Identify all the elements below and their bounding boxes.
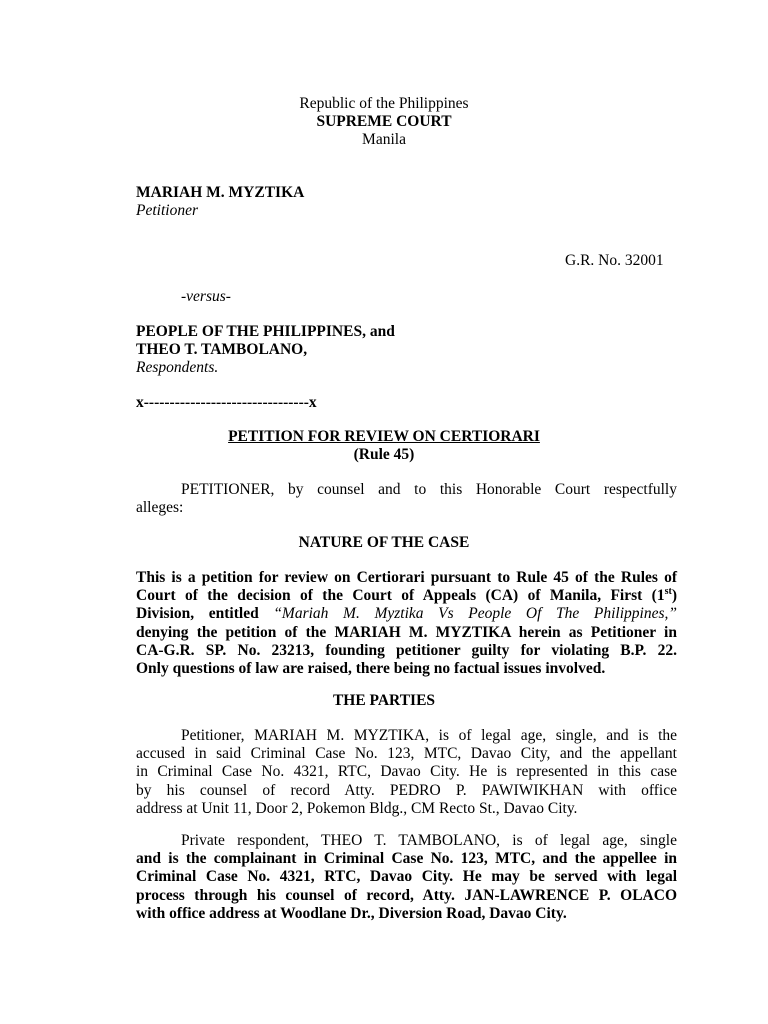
intro-paragraph (136, 481, 677, 517)
parties-line: by his counsel of record Atty. PEDRO P. PAWIWIKHAN with office (136, 781, 677, 799)
intro-line: alleges: (136, 499, 184, 517)
petition-rule: (Rule 45) (353, 446, 415, 463)
nature-line (136, 605, 677, 623)
parties-line: accused in said Criminal Case No. 123, MTC, Davao City, and the appellant (136, 745, 677, 763)
nature-line-text: Court of the decision of the Court of Appeals (CA) of Manila, First (1 (136, 587, 665, 605)
respondent-role: Respondents. (136, 359, 219, 376)
respondent-2: THEO T. TAMBOLANO, (136, 341, 308, 358)
ordinal-superscript: st (664, 586, 672, 598)
petitioner-paragraph (136, 727, 677, 818)
nature-heading: NATURE OF THE CASE (298, 534, 470, 551)
versus-label: -versus- (181, 288, 231, 305)
parties-line: Private respondent, THEO T. TAMBOLANO, is of legal age, single (181, 832, 677, 849)
parties-line: Petitioner, MARIAH M. MYZTIKA, is of legal age, single, and is the (181, 727, 677, 744)
nature-line: denying the petition of the MARIAH M. MYZTIKA herein as Petitioner in (136, 623, 677, 641)
nature-line-text: ) (671, 587, 677, 605)
parties-line: in Criminal Case No. 4321, RTC, Davao City. He is represented in this case (136, 763, 677, 781)
petitioner-role: Petitioner (136, 202, 198, 219)
nature-line-text: Division, entitled (136, 605, 274, 623)
respondent-1: PEOPLE OF THE PHILIPPINES, and (136, 323, 395, 340)
header-republic: Republic of the Philippines (299, 95, 469, 112)
intro-line: PETITIONER, by counsel and to this Honorable Court respectfully (181, 481, 677, 498)
nature-line: CA-G.R. SP. No. 23213, founding petitioner guilty for violating B.P. 22. (136, 641, 677, 659)
nature-paragraph (136, 569, 677, 678)
nature-line: This is a petition for review on Certiorari pursuant to Rule 45 of the Rules of (136, 569, 677, 586)
petitioner-name: MARIAH M. MYZTIKA (136, 184, 305, 201)
case-title: “Mariah M. Myztika Vs People Of The Philippines,” (273, 605, 677, 623)
parties-line: address at Unit 11, Door 2, Pokemon Bldg., CM Recto St., Davao City. (136, 799, 578, 817)
header-city: Manila (362, 131, 406, 148)
respondent-paragraph (136, 832, 677, 923)
nature-line: Only questions of law are raised, there being no factual issues involved. (136, 660, 606, 678)
case-number: G.R. No. 32001 (565, 252, 664, 269)
header-court: SUPREME COURT (316, 113, 452, 130)
caption-separator: x--------------------------------x (136, 394, 317, 411)
parties-line: with office address at Woodlane Dr., Diversion Road, Davao City. (136, 904, 567, 922)
parties-line: Criminal Case No. 4321, RTC, Davao City. He may be served with legal (136, 868, 677, 886)
petition-title: PETITION FOR REVIEW ON CERTIORARI (228, 428, 540, 445)
nature-line (136, 587, 677, 605)
parties-heading: THE PARTIES (332, 692, 436, 709)
parties-line: and is the complainant in Criminal Case No. 123, MTC, and the appellee in (136, 850, 677, 868)
parties-line: process through his counsel of record, Atty. JAN-LAWRENCE P. OLACO (136, 886, 677, 904)
